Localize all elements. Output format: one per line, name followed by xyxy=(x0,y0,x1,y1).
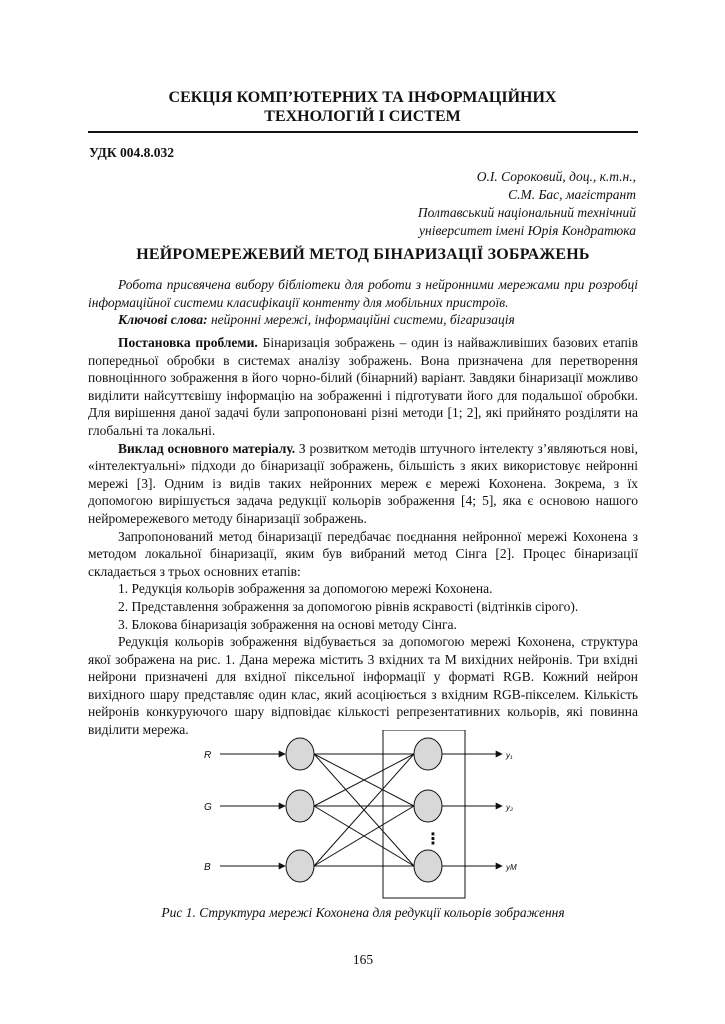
paragraph-text: З розвитком методів штучного інтелекту з’являються нові, «інтелектуальні» підходи до бінаризації зображень, більшість з яких використовує нейронні мережі [3]. Одним із видів таких нейронних мереж є мережі Кохонена. Зокрема, з їх допомогою вирішується задача редукції кольорів зображення [4; 5], яка є основою нашого нейромережевого методу бінаризації зображень. xyxy=(88,440,638,526)
abstract xyxy=(88,276,638,329)
paper-title: НЕЙРОМЕРЕЖЕВИЙ МЕТОД БІНАРИЗАЦІЇ ЗОБРАЖЕНЬ xyxy=(136,246,590,263)
section-divider xyxy=(88,131,638,133)
affiliation-line: університет імені Юрія Кондратюка xyxy=(419,223,636,238)
abstract-text: Робота присвячена вибору бібліотеки для роботи з нейронними мережами при розробці інформаційної системи класифікації контенту для мобільних пристроїв. xyxy=(88,277,638,310)
stage-list xyxy=(88,580,638,633)
input-label: B xyxy=(204,862,211,873)
author-line: С.М. Бас, магістрант xyxy=(508,187,636,202)
list-item: 1. Редукція кольорів зображення за допомогою мережі Кохонена. xyxy=(118,581,493,597)
input-neuron xyxy=(286,790,314,822)
input-neuron xyxy=(286,738,314,770)
figure-caption: Рис 1. Структура мережі Кохонена для редукції кольорів зображення xyxy=(161,905,565,920)
output-label: y₂ xyxy=(506,803,514,812)
paragraph-heading: Виклад основного матеріалу. xyxy=(118,440,296,456)
body-text xyxy=(88,334,638,739)
paragraph-method: Запропонований метод бінаризації передбачає поєднання нейронної мережі Кохонена з методом локальної бінаризації, яким був вибраний метод Сінга [2]. Процес бінаризації складається з трьох основних етапів: xyxy=(88,528,638,579)
paragraph-reduction: Редукція кольорів зображення відбувається за допомогою мережі Кохонена, структура якої зображена на рис. 1. Дана мережа містить 3 вхідних та M вихідних нейронів. Три вхідні нейрони призначені для вхідної піксельної інформації у форматі RGB. Кожний нейрон вихідного шару представляє один клас, який асоціюється з вхідним RGB-пікселем. Кількість нейронів конкуруючого шару відповідає кількості репрезентативних кольорів, які повинна виділити мережа. xyxy=(88,634,638,738)
output-neuron xyxy=(414,790,442,822)
page-number: 165 xyxy=(352,952,374,967)
input-label: G xyxy=(204,802,212,813)
list-item: 3. Блокова бінаризація зображення на основі методу Сінга. xyxy=(118,616,457,632)
section-heading-line-1: СЕКЦІЯ КОМП’ЮТЕРНИХ ТА ІНФОРМАЦІЙНИХ xyxy=(168,89,557,106)
paragraph-text: Бінаризація зображень – один із найважливіших базових етапів попередньої обробки в системах аналізу зображень. Вона призначена для перетворення повноцінного зображення в його чорно-білий (бінарний) варіант. Завдяки бінаризації можливо виділити найсуттєвішу інформацію на зображенні і підготувати його для подальшої обробки. Для вирішення даної задачі були запропоновані різні методи [1; 2], які прийнято розділяти на глобальні та локальні. xyxy=(88,335,638,438)
keywords-label: Ключові слова: xyxy=(118,312,208,328)
output-neuron xyxy=(414,850,442,882)
udk-code: УДК 004.8.032 xyxy=(89,145,174,160)
keywords xyxy=(88,311,638,329)
section-heading-line-2: ТЕХНОЛОГІЙ І СИСТЕМ xyxy=(264,108,461,125)
author-block xyxy=(418,168,636,240)
input-label: R xyxy=(204,750,212,761)
section-heading xyxy=(90,88,635,126)
output-neuron xyxy=(414,738,442,770)
input-neuron xyxy=(286,850,314,882)
paragraph-heading: Постановка проблеми. xyxy=(118,335,258,350)
affiliation-line: Полтавський національний технічний xyxy=(417,205,636,220)
keywords-list: нейронні мережі, інформаційні системи, бігаризація xyxy=(207,312,515,328)
output-label: y₁ xyxy=(506,751,513,760)
paragraph-problem xyxy=(88,334,638,440)
author-line: О.І. Сороковий, доц., к.т.н., xyxy=(476,169,636,184)
paragraph-main xyxy=(88,440,638,528)
output-label: yM xyxy=(506,863,517,872)
ellipsis-icon: ⋮ xyxy=(425,829,441,848)
kohonen-network-diagram xyxy=(190,730,535,900)
list-item: 2. Представлення зображення за допомогою рівнів яскравості (відтінків сірого). xyxy=(118,598,579,614)
